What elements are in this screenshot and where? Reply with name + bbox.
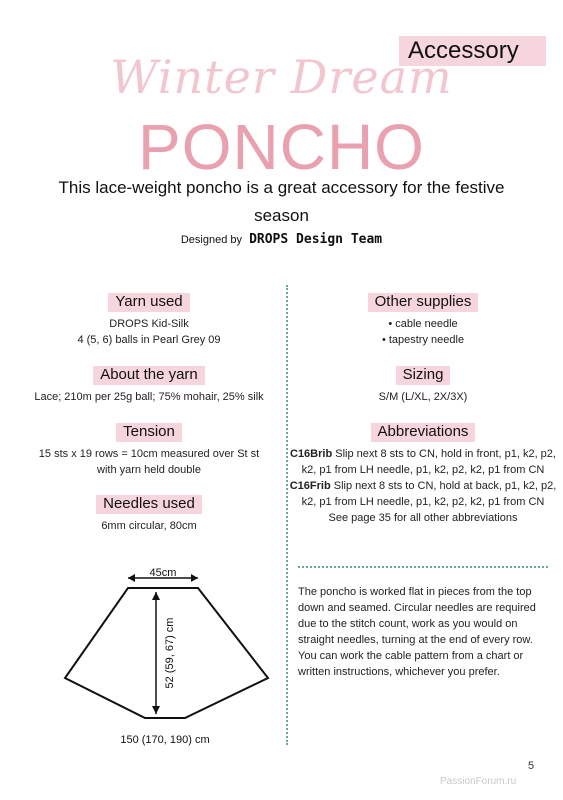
- abbreviation-definition: Slip next 8 sts to CN, hold in front, p1, k2, p2, k2, p1 from LH needle, p1, k2, p2, k2, p1 from CN: [301, 448, 556, 476]
- about-heading: About the yarn: [93, 366, 205, 385]
- yarn-line-1: DROPS Kid-Silk: [109, 318, 189, 330]
- tension-heading: Tension: [116, 423, 182, 442]
- abbreviation-term: C16Brib: [290, 448, 333, 460]
- section-divider: [298, 566, 548, 568]
- page-title: PONCHO: [138, 111, 425, 183]
- arrow-up-icon: [152, 592, 160, 600]
- supplies-section: [288, 293, 558, 348]
- designer-name: DROPS Design Team: [249, 232, 383, 247]
- arrow-right-icon: [191, 574, 198, 582]
- pattern-notes: The poncho is worked flat in pieces from the top down and seamed. Circular needles are required due to the stitch count, work as you would on straight needles, turning at the end of every row. You can work the cable pattern from a chart or written instructions, whichever you prefer.: [298, 586, 536, 678]
- abbreviation-definition: Slip next 8 sts to CN, hold at back, p1, k2, p2, k2, p1 from LH needle, p1, k2, p2, k2, p1 from CN: [301, 480, 557, 508]
- supplies-item-2: • tapestry needle: [381, 334, 465, 346]
- script-title: Winter Dream: [110, 50, 453, 104]
- supplies-item-1: • cable needle: [388, 318, 458, 330]
- watermark: PassionForum.ru: [440, 776, 517, 787]
- tension-line-1: 15 sts x 19 rows = 10cm measured over St st: [38, 448, 260, 460]
- abbreviations-section: [288, 423, 558, 526]
- abbreviations-heading: Abbreviations: [371, 423, 476, 442]
- about-text: Lace; 210m per 25g ball; 75% mohair, 25% silk: [34, 391, 264, 403]
- arrow-left-icon: [128, 574, 135, 582]
- abbreviation-c16frib: [288, 478, 558, 510]
- needles-section: [14, 495, 284, 534]
- sizing-text: S/M (L/XL, 2X/3X): [378, 391, 468, 403]
- height-label: 52 (59, 67) cm: [164, 617, 176, 689]
- needles-heading: Needles used: [96, 495, 202, 514]
- sizing-section: [288, 366, 558, 405]
- yarn-line-2: 4 (5, 6) balls in Pearl Grey 09: [77, 334, 221, 346]
- sizing-heading: Sizing: [396, 366, 451, 385]
- yarn-section: [14, 293, 284, 348]
- arrow-down-icon: [152, 706, 160, 714]
- yarn-heading: Yarn used: [108, 293, 189, 312]
- designer-prefix: Designed by: [180, 234, 243, 246]
- tension-line-2: with yarn held double: [97, 464, 201, 476]
- poncho-schematic: [55, 560, 285, 750]
- needles-text: 6mm circular, 80cm: [101, 520, 197, 532]
- top-width-label: 45cm: [149, 567, 177, 579]
- abbreviation-c16brib: [288, 446, 558, 478]
- bottom-width-label: 150 (170, 190) cm: [120, 734, 210, 746]
- page-number: 5: [528, 760, 535, 772]
- about-section: [14, 366, 284, 405]
- tension-section: [14, 423, 284, 478]
- abbreviation-note: See page 35 for all other abbreviations: [328, 512, 518, 524]
- designer-credit: [0, 232, 563, 247]
- supplies-heading: Other supplies: [368, 293, 479, 312]
- category-label: Accessory: [408, 37, 519, 64]
- subtitle: This lace-weight poncho is a great accessory for the festive season: [58, 178, 505, 225]
- abbreviation-term: C16Frib: [289, 480, 331, 492]
